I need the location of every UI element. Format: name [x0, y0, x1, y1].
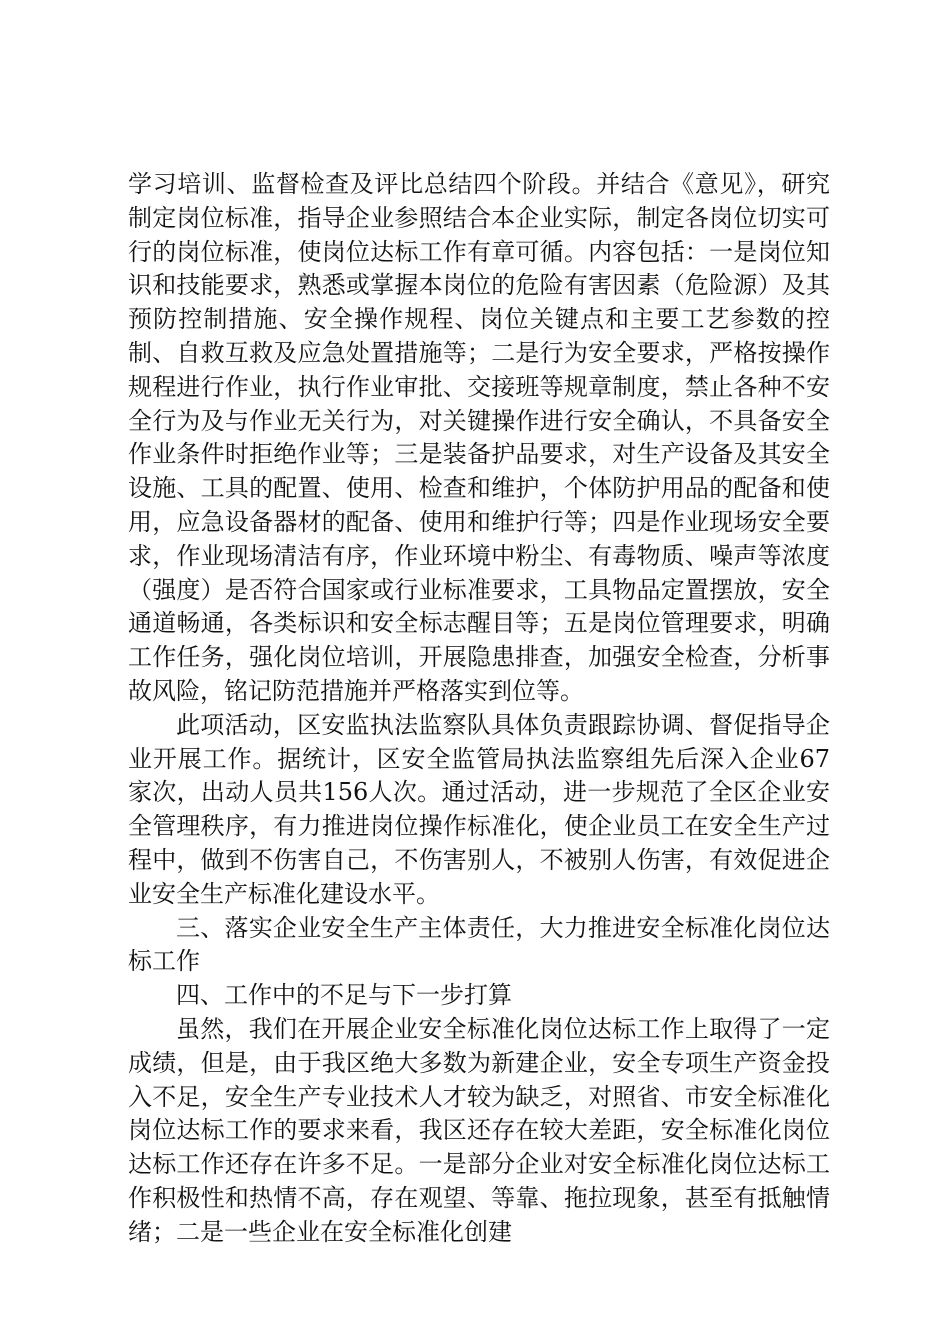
- paragraph-shortcomings: 虽然，我们在开展企业安全标准化岗位达标工作上取得了一定成绩，但是，由于我区绝大多数为新建企业，安全专项生产资金投入不足，安全生产专业技术人才较为缺乏，对照省、市安全标准化岗位达标工作的要求来看，我区还存在较大差距，安全标准化岗位达标工作还存在许多不足。一是部分企业对安全标准化岗位达标工作积极性和热情不高，存在观望、等靠、拖拉现象，甚至有抵触情绪；二是一些企业在安全标准化创建: [128, 1014, 830, 1246]
- section-heading-four: 四、工作中的不足与下一步打算: [176, 981, 512, 1010]
- document-body: [128, 168, 830, 1250]
- section-heading-three: 三、落实企业安全生产主体责任，大力推进安全标准化岗位达标工作: [128, 913, 830, 976]
- paragraph-stage-and-standards: 学习培训、监督检查及评比总结四个阶段。并结合《意见》，研究制定岗位标准，指导企业参照结合本企业实际，制定各岗位切实可行的岗位标准，使岗位达标工作有章可循。内容包括：一是岗位知识和技能要求，熟悉或掌握本岗位的危险有害因素（危险源）及其预防控制措施、安全操作规程、岗位关键点和主要工艺参数的控制、自救互救及应急处置措施等；二是行为安全要求，严格按操作规程进行作业，执行作业审批、交接班等规章制度，禁止各种不安全行为及与作业无关行为，对关键操作进行安全确认，不具备安全作业条件时拒绝作业等；三是装备护品要求，对生产设备及其安全设施、工具的配置、使用、检查和维护，个体防护用品的配备和使用，应急设备器材的配备、使用和维护行等；四是作业现场安全要求，作业现场清洁有序，作业环境中粉尘、有毒物质、噪声等浓度（强度）是否符合国家或行业标准要求，工具物品定置摆放，安全通道畅通，各类标识和安全标志醒目等；五是岗位管理要求，明确工作任务，强化岗位培训，开展隐患排查，加强安全检查，分析事故风险，铭记防范措施并严格落实到位等。: [128, 170, 830, 705]
- paragraph-activity-statistics: 此项活动，区安监执法监察队具体负责跟踪协调、督促指导企业开展工作。据统计，区安全监管局执法监察组先后深入企业67家次，出动人员共156人次。通过活动，进一步规范了全区企业安全管理秩序，有力推进岗位操作标准化，使企业员工在安全生产过程中，做到不伤害自己，不伤害别人，不被别人伤害，有效促进企业安全生产标准化建设水平。: [128, 710, 830, 908]
